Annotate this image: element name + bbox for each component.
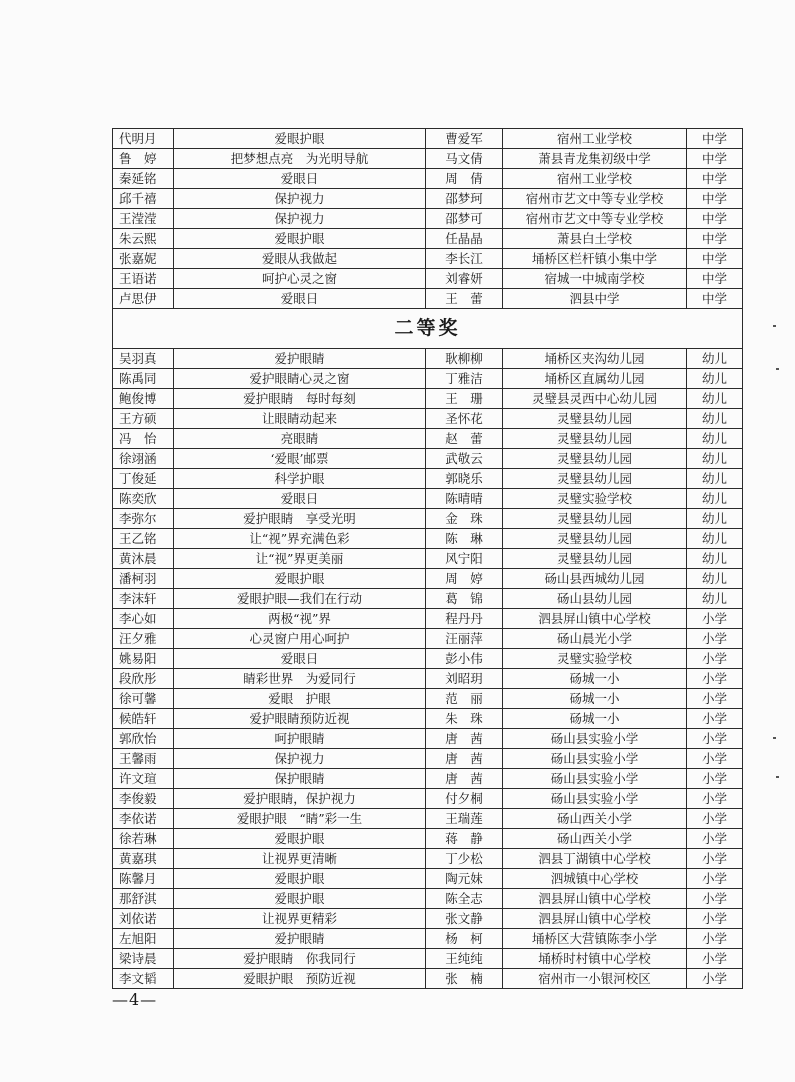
school-level: 小学: [687, 849, 743, 869]
work-title: 爱眼护眼: [174, 829, 426, 849]
work-title: 爱眼护眼: [174, 869, 426, 889]
student-name: 段欣彤: [113, 669, 174, 689]
teacher-name: 邵梦珂: [426, 189, 503, 209]
student-name: 刘依诺: [113, 909, 174, 929]
teacher-name: 刘昭玥: [426, 669, 503, 689]
teacher-name: 圣怀花: [426, 409, 503, 429]
school-level: 小学: [687, 689, 743, 709]
award-group-1: [113, 129, 743, 309]
school-name: 埇桥区栏杆镇小集中学: [503, 249, 687, 269]
scan-edge-mark: [773, 325, 776, 327]
student-name: 朱云熙: [113, 229, 174, 249]
student-name: 梁诗晨: [113, 949, 174, 969]
student-name: 左旭阳: [113, 929, 174, 949]
table-row: [113, 149, 743, 169]
teacher-name: 耿柳柳: [426, 349, 503, 369]
school-name: 灵璧县幼儿园: [503, 409, 687, 429]
school-level: 小学: [687, 709, 743, 729]
table-row: [113, 189, 743, 209]
student-name: 潘柯羽: [113, 569, 174, 589]
school-level: 幼儿: [687, 509, 743, 529]
school-level: 小学: [687, 809, 743, 829]
school-level: 小学: [687, 649, 743, 669]
school-name: 砀山西关小学: [503, 829, 687, 849]
work-title: 保护视力: [174, 209, 426, 229]
student-name: 黄沐晨: [113, 549, 174, 569]
student-name: 王滢滢: [113, 209, 174, 229]
teacher-name: 周 婷: [426, 569, 503, 589]
school-name: 灵璧县幼儿园: [503, 449, 687, 469]
school-name: 埇桥时村镇中心学校: [503, 949, 687, 969]
school-name: 灵璧县幼儿园: [503, 429, 687, 449]
student-name: 候皓轩: [113, 709, 174, 729]
teacher-name: 刘睿妍: [426, 269, 503, 289]
work-title: 让视界更清晰: [174, 849, 426, 869]
student-name: 卢思伊: [113, 289, 174, 309]
school-name: 埇桥区夹沟幼儿园: [503, 349, 687, 369]
table-row: [113, 429, 743, 449]
teacher-name: 邵梦可: [426, 209, 503, 229]
school-name: 宿州工业学校: [503, 129, 687, 149]
teacher-name: 丁少松: [426, 849, 503, 869]
work-title: 爱护眼睛: [174, 349, 426, 369]
table-row: [113, 289, 743, 309]
work-title: 爱护眼睛 享受光明: [174, 509, 426, 529]
teacher-name: 汪丽萍: [426, 629, 503, 649]
work-title: 保护视力: [174, 189, 426, 209]
teacher-name: 王 蕾: [426, 289, 503, 309]
table-row: [113, 569, 743, 589]
student-name: 李沫轩: [113, 589, 174, 609]
work-title: 把梦想点亮 为光明导航: [174, 149, 426, 169]
table-row: [113, 649, 743, 669]
school-name: 宿州工业学校: [503, 169, 687, 189]
student-name: 李依诺: [113, 809, 174, 829]
teacher-name: 陈晴晴: [426, 489, 503, 509]
school-level: 中学: [687, 249, 743, 269]
teacher-name: 武敬云: [426, 449, 503, 469]
teacher-name: 付夕桐: [426, 789, 503, 809]
table-row: [113, 629, 743, 649]
student-name: 徐可馨: [113, 689, 174, 709]
school-level: 幼儿: [687, 549, 743, 569]
section-heading-row: [113, 309, 743, 349]
school-name: 砀山县幼儿园: [503, 589, 687, 609]
teacher-name: 马文倩: [426, 149, 503, 169]
table-row: [113, 449, 743, 469]
school-name: 宿州市一小银河校区: [503, 969, 687, 989]
teacher-name: 曹爱军: [426, 129, 503, 149]
school-name: 砀山县实验小学: [503, 749, 687, 769]
teacher-name: 范 丽: [426, 689, 503, 709]
school-name: 砀城一小: [503, 689, 687, 709]
teacher-name: 蒋 静: [426, 829, 503, 849]
table-row: [113, 769, 743, 789]
school-level: 幼儿: [687, 469, 743, 489]
table-row: [113, 829, 743, 849]
teacher-name: 任晶晶: [426, 229, 503, 249]
school-name: 灵璧县灵西中心幼儿园: [503, 389, 687, 409]
work-title: 让“视”界更美丽: [174, 549, 426, 569]
work-title: 爱护眼睛 每时每刻: [174, 389, 426, 409]
school-level: 中学: [687, 289, 743, 309]
school-name: 宿城一中城南学校: [503, 269, 687, 289]
school-level: 中学: [687, 169, 743, 189]
work-title: ‘爱眼’邮票: [174, 449, 426, 469]
table-row: [113, 889, 743, 909]
school-level: 幼儿: [687, 449, 743, 469]
teacher-name: 周 倩: [426, 169, 503, 189]
school-name: 泗县丁湖镇中心学校: [503, 849, 687, 869]
student-name: 鲍俊博: [113, 389, 174, 409]
school-name: 泗县中学: [503, 289, 687, 309]
student-name: 李心如: [113, 609, 174, 629]
student-name: 李文韬: [113, 969, 174, 989]
student-name: 郭欣怡: [113, 729, 174, 749]
work-title: 爱眼日: [174, 169, 426, 189]
school-name: 灵璧县幼儿园: [503, 469, 687, 489]
work-title: 爱护眼睛心灵之窗: [174, 369, 426, 389]
school-name: 宿州市艺文中等专业学校: [503, 189, 687, 209]
student-name: 秦延铭: [113, 169, 174, 189]
student-name: 李俊毅: [113, 789, 174, 809]
table-row: [113, 709, 743, 729]
teacher-name: 赵 蕾: [426, 429, 503, 449]
award-group-2: [113, 349, 743, 989]
table-row: [113, 129, 743, 149]
work-title: 爱眼护眼 预防近视: [174, 969, 426, 989]
teacher-name: 金 珠: [426, 509, 503, 529]
school-name: 灵璧实验学校: [503, 489, 687, 509]
student-name: 陈禹同: [113, 369, 174, 389]
student-name: 陈奕欣: [113, 489, 174, 509]
student-name: 张嘉妮: [113, 249, 174, 269]
school-name: 泗县屏山镇中心学校: [503, 609, 687, 629]
school-level: 中学: [687, 129, 743, 149]
student-name: 许文瑄: [113, 769, 174, 789]
work-title: 爱眼护眼: [174, 129, 426, 149]
scan-edge-mark: [776, 368, 779, 370]
table-row: [113, 929, 743, 949]
student-name: 冯 怡: [113, 429, 174, 449]
school-level: 小学: [687, 889, 743, 909]
table-row: [113, 489, 743, 509]
school-level: 小学: [687, 909, 743, 929]
student-name: 徐若琳: [113, 829, 174, 849]
student-name: 那舒淇: [113, 889, 174, 909]
school-level: 中学: [687, 149, 743, 169]
student-name: 丁俊延: [113, 469, 174, 489]
teacher-name: 王 珊: [426, 389, 503, 409]
school-level: 小学: [687, 829, 743, 849]
school-level: 中学: [687, 229, 743, 249]
table-row: [113, 229, 743, 249]
work-title: 爱护眼睛: [174, 929, 426, 949]
work-title: 爱眼日: [174, 649, 426, 669]
work-title: 让眼睛动起来: [174, 409, 426, 429]
school-name: 萧县青龙集初级中学: [503, 149, 687, 169]
student-name: 李弥尔: [113, 509, 174, 529]
teacher-name: 陶元妹: [426, 869, 503, 889]
teacher-name: 郭晓乐: [426, 469, 503, 489]
school-level: 幼儿: [687, 589, 743, 609]
teacher-name: 王瑞莲: [426, 809, 503, 829]
teacher-name: 丁雅洁: [426, 369, 503, 389]
teacher-name: 陈全志: [426, 889, 503, 909]
school-level: 中学: [687, 269, 743, 289]
student-name: 黄嘉琪: [113, 849, 174, 869]
work-title: 保护眼睛: [174, 769, 426, 789]
school-level: 小学: [687, 749, 743, 769]
table-row: [113, 409, 743, 429]
school-level: 幼儿: [687, 409, 743, 429]
school-level: 小学: [687, 929, 743, 949]
work-title: 爱护眼睛预防近视: [174, 709, 426, 729]
table-row: [113, 949, 743, 969]
work-title: 保护视力: [174, 749, 426, 769]
student-name: 吴羽真: [113, 349, 174, 369]
teacher-name: 彭小伟: [426, 649, 503, 669]
school-level: 小学: [687, 629, 743, 649]
school-name: 灵璧县幼儿园: [503, 529, 687, 549]
table-row: [113, 509, 743, 529]
work-title: 爱眼护眼: [174, 889, 426, 909]
student-name: 代明月: [113, 129, 174, 149]
school-name: 萧县白土学校: [503, 229, 687, 249]
work-title: 呵护心灵之窗: [174, 269, 426, 289]
table-row: [113, 609, 743, 629]
scan-edge-mark: [776, 776, 779, 778]
work-title: 爱眼护眼—我们在行动: [174, 589, 426, 609]
teacher-name: 朱 珠: [426, 709, 503, 729]
school-name: 埇桥区直属幼儿园: [503, 369, 687, 389]
table-row: [113, 389, 743, 409]
table-row: [113, 869, 743, 889]
table-row: [113, 689, 743, 709]
school-name: 宿州市艺文中等专业学校: [503, 209, 687, 229]
school-level: 小学: [687, 769, 743, 789]
table-row: [113, 909, 743, 929]
table-row: [113, 849, 743, 869]
work-title: 亮眼睛: [174, 429, 426, 449]
page-number: —4—: [112, 990, 158, 1009]
table-row: [113, 789, 743, 809]
student-name: 姚易阳: [113, 649, 174, 669]
student-name: 王乙铭: [113, 529, 174, 549]
school-name: 埇桥区大营镇陈李小学: [503, 929, 687, 949]
work-title: 爱眼 护眼: [174, 689, 426, 709]
table-row: [113, 529, 743, 549]
student-name: 鲁 婷: [113, 149, 174, 169]
student-name: 邱千禧: [113, 189, 174, 209]
table-row: [113, 369, 743, 389]
school-level: 小学: [687, 949, 743, 969]
work-title: 爱眼护眼 “睛”彩一生: [174, 809, 426, 829]
school-level: 幼儿: [687, 569, 743, 589]
student-name: 王语诺: [113, 269, 174, 289]
school-name: 泗县屏山镇中心学校: [503, 889, 687, 909]
school-level: 幼儿: [687, 349, 743, 369]
school-level: 小学: [687, 609, 743, 629]
student-name: 陈馨月: [113, 869, 174, 889]
teacher-name: 程丹丹: [426, 609, 503, 629]
teacher-name: 李长江: [426, 249, 503, 269]
school-name: 灵璧县幼儿园: [503, 509, 687, 529]
section-title: 二等奖: [113, 309, 743, 349]
table-row: [113, 669, 743, 689]
school-level: 幼儿: [687, 429, 743, 449]
work-title: 两极“视”界: [174, 609, 426, 629]
school-name: 砀山县西城幼儿园: [503, 569, 687, 589]
student-name: 徐翊涵: [113, 449, 174, 469]
student-name: 王方硕: [113, 409, 174, 429]
school-name: 砀城一小: [503, 709, 687, 729]
student-name: 汪夕雅: [113, 629, 174, 649]
table-row: [113, 589, 743, 609]
table-row: [113, 269, 743, 289]
teacher-name: 唐 茜: [426, 769, 503, 789]
school-level: 中学: [687, 209, 743, 229]
school-name: 泗县屏山镇中心学校: [503, 909, 687, 929]
work-title: 爱眼日: [174, 489, 426, 509]
school-name: 砀山县实验小学: [503, 729, 687, 749]
work-title: 呵护眼睛: [174, 729, 426, 749]
work-title: 爱眼从我做起: [174, 249, 426, 269]
table-row: [113, 809, 743, 829]
teacher-name: 杨 柯: [426, 929, 503, 949]
school-name: 泗城镇中心学校: [503, 869, 687, 889]
school-level: 小学: [687, 789, 743, 809]
work-title: 爱眼护眼: [174, 229, 426, 249]
table-row: [113, 549, 743, 569]
table-row: [113, 169, 743, 189]
teacher-name: 唐 茜: [426, 749, 503, 769]
table-row: [113, 249, 743, 269]
student-name: 王馨雨: [113, 749, 174, 769]
teacher-name: 王纯纯: [426, 949, 503, 969]
school-name: 砀山晨光小学: [503, 629, 687, 649]
work-title: 爱护眼睛，保护视力: [174, 789, 426, 809]
table-row: [113, 749, 743, 769]
teacher-name: 张 楠: [426, 969, 503, 989]
table-row: [113, 469, 743, 489]
school-level: 幼儿: [687, 489, 743, 509]
school-name: 砀山县实验小学: [503, 769, 687, 789]
table-row: [113, 729, 743, 749]
work-title: 爱眼日: [174, 289, 426, 309]
school-level: 幼儿: [687, 529, 743, 549]
school-name: 砀城一小: [503, 669, 687, 689]
school-level: 小学: [687, 669, 743, 689]
scan-edge-mark: [773, 737, 776, 739]
school-level: 幼儿: [687, 389, 743, 409]
school-name: 砀山县实验小学: [503, 789, 687, 809]
teacher-name: 张文静: [426, 909, 503, 929]
work-title: 睛彩世界 为爱同行: [174, 669, 426, 689]
school-level: 小学: [687, 969, 743, 989]
school-level: 中学: [687, 189, 743, 209]
school-name: 灵璧县幼儿园: [503, 549, 687, 569]
school-name: 砀山西关小学: [503, 809, 687, 829]
teacher-name: 葛 锦: [426, 589, 503, 609]
table-row: [113, 969, 743, 989]
school-name: 灵璧实验学校: [503, 649, 687, 669]
work-title: 爱护眼睛 你我同行: [174, 949, 426, 969]
work-title: 心灵窗户用心呵护: [174, 629, 426, 649]
work-title: 让“视”界充满色彩: [174, 529, 426, 549]
school-level: 幼儿: [687, 369, 743, 389]
table-row: [113, 209, 743, 229]
teacher-name: 陈 琳: [426, 529, 503, 549]
work-title: 爱眼护眼: [174, 569, 426, 589]
teacher-name: 唐 茜: [426, 729, 503, 749]
work-title: 让视界更精彩: [174, 909, 426, 929]
table-row: [113, 349, 743, 369]
school-level: 小学: [687, 869, 743, 889]
award-table: [112, 128, 743, 989]
work-title: 科学护眼: [174, 469, 426, 489]
school-level: 小学: [687, 729, 743, 749]
teacher-name: 风宁阳: [426, 549, 503, 569]
